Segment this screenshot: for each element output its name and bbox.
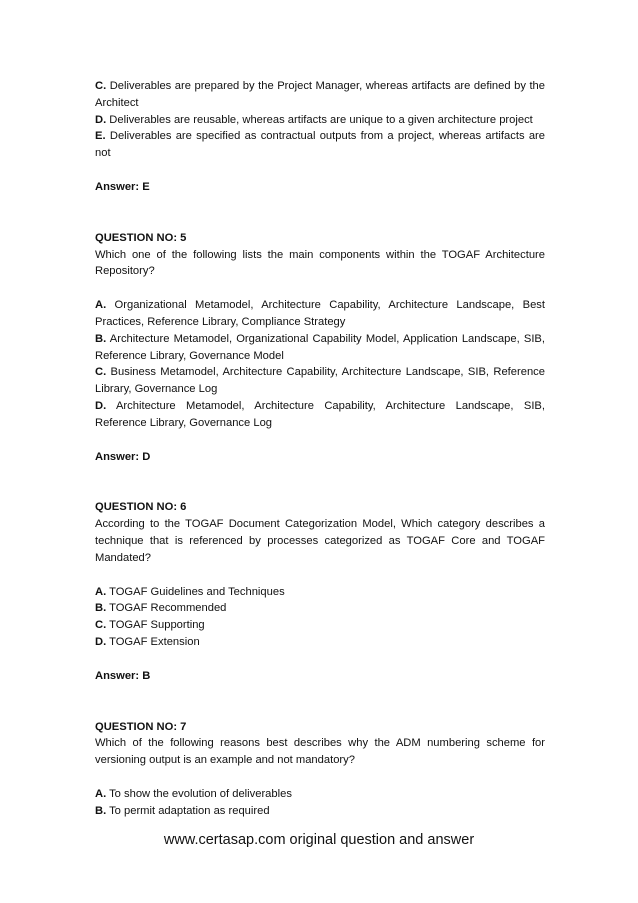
q5-option-a-cont: Practices, Reference Library, Compliance Strategy [95,315,346,328]
option-e-cont: not [95,147,111,160]
answer-q6: Answer: B [95,669,151,682]
q6-option-d: D. TOGAF Extension [95,635,200,648]
q5-option-c-cont: Library, Governance Log [95,383,218,396]
q6-option-b: B. TOGAF Recommended [95,602,227,615]
q6-option-c: C. TOGAF Supporting [95,619,205,632]
question-text-7-cont: versioning output is an example and not mandatory? [95,754,355,767]
option-c: C. Deliverables are prepared by the Project Manager, whereas artifacts are defined by the [95,80,546,92]
question-text-5: Which one of the following lists the main components within the TOGAF Architecture [95,248,545,261]
q5-option-a: A. Organizational Metamodel, Architecture Capability, Architecture Landscape, Best [95,299,546,312]
question-text-7: Which of the following reasons best describes why the ADM numbering scheme for [95,737,545,750]
q7-option-a: A. To show the evolution of deliverables [95,787,292,800]
q5-option-b-cont: Reference Library, Governance Model [95,349,284,362]
question-text-6-l3: Mandated? [95,551,151,564]
option-c-cont: Architect [95,96,139,109]
q6-option-a: A. TOGAF Guidelines and Techniques [95,585,285,598]
question-text-5-cont: Repository? [95,265,155,278]
q7-option-b: B. To permit adaptation as required [95,804,270,817]
question-text-6-l2: technique that is referenced by processes categorized as TOGAF Core and TOGAF [95,534,545,547]
q5-option-b: B. Architecture Metamodel, Organizational Capability Model, Application Landscape, SIB, [95,332,545,345]
document-body [95,78,545,820]
question-heading-7: QUESTION NO: 7 [95,720,187,733]
answer-q5: Answer: D [95,450,151,463]
question-text-6: According to the TOGAF Document Categorization Model, Which category describes a [95,518,545,531]
question-heading-5: QUESTION NO: 5 [95,231,187,244]
q5-option-d: D. Architecture Metamodel, Architecture Capability, Architecture Landscape, SIB, [95,399,545,412]
question-heading-6: QUESTION NO: 6 [95,501,187,514]
option-e: E. Deliverables are specified as contractual outputs from a project, whereas artifacts are [95,130,545,143]
q5-option-d-cont: Reference Library, Governance Log [95,416,273,429]
q5-option-c: C. Business Metamodel, Architecture Capability, Architecture Landscape, SIB, Reference [95,366,545,379]
option-d: D. Deliverables are reusable, whereas artifacts are unique to a given architecture project [95,113,533,126]
footer-link[interactable]: www.certasap.com original question and answer [163,832,475,848]
answer-q4: Answer: E [95,180,150,193]
